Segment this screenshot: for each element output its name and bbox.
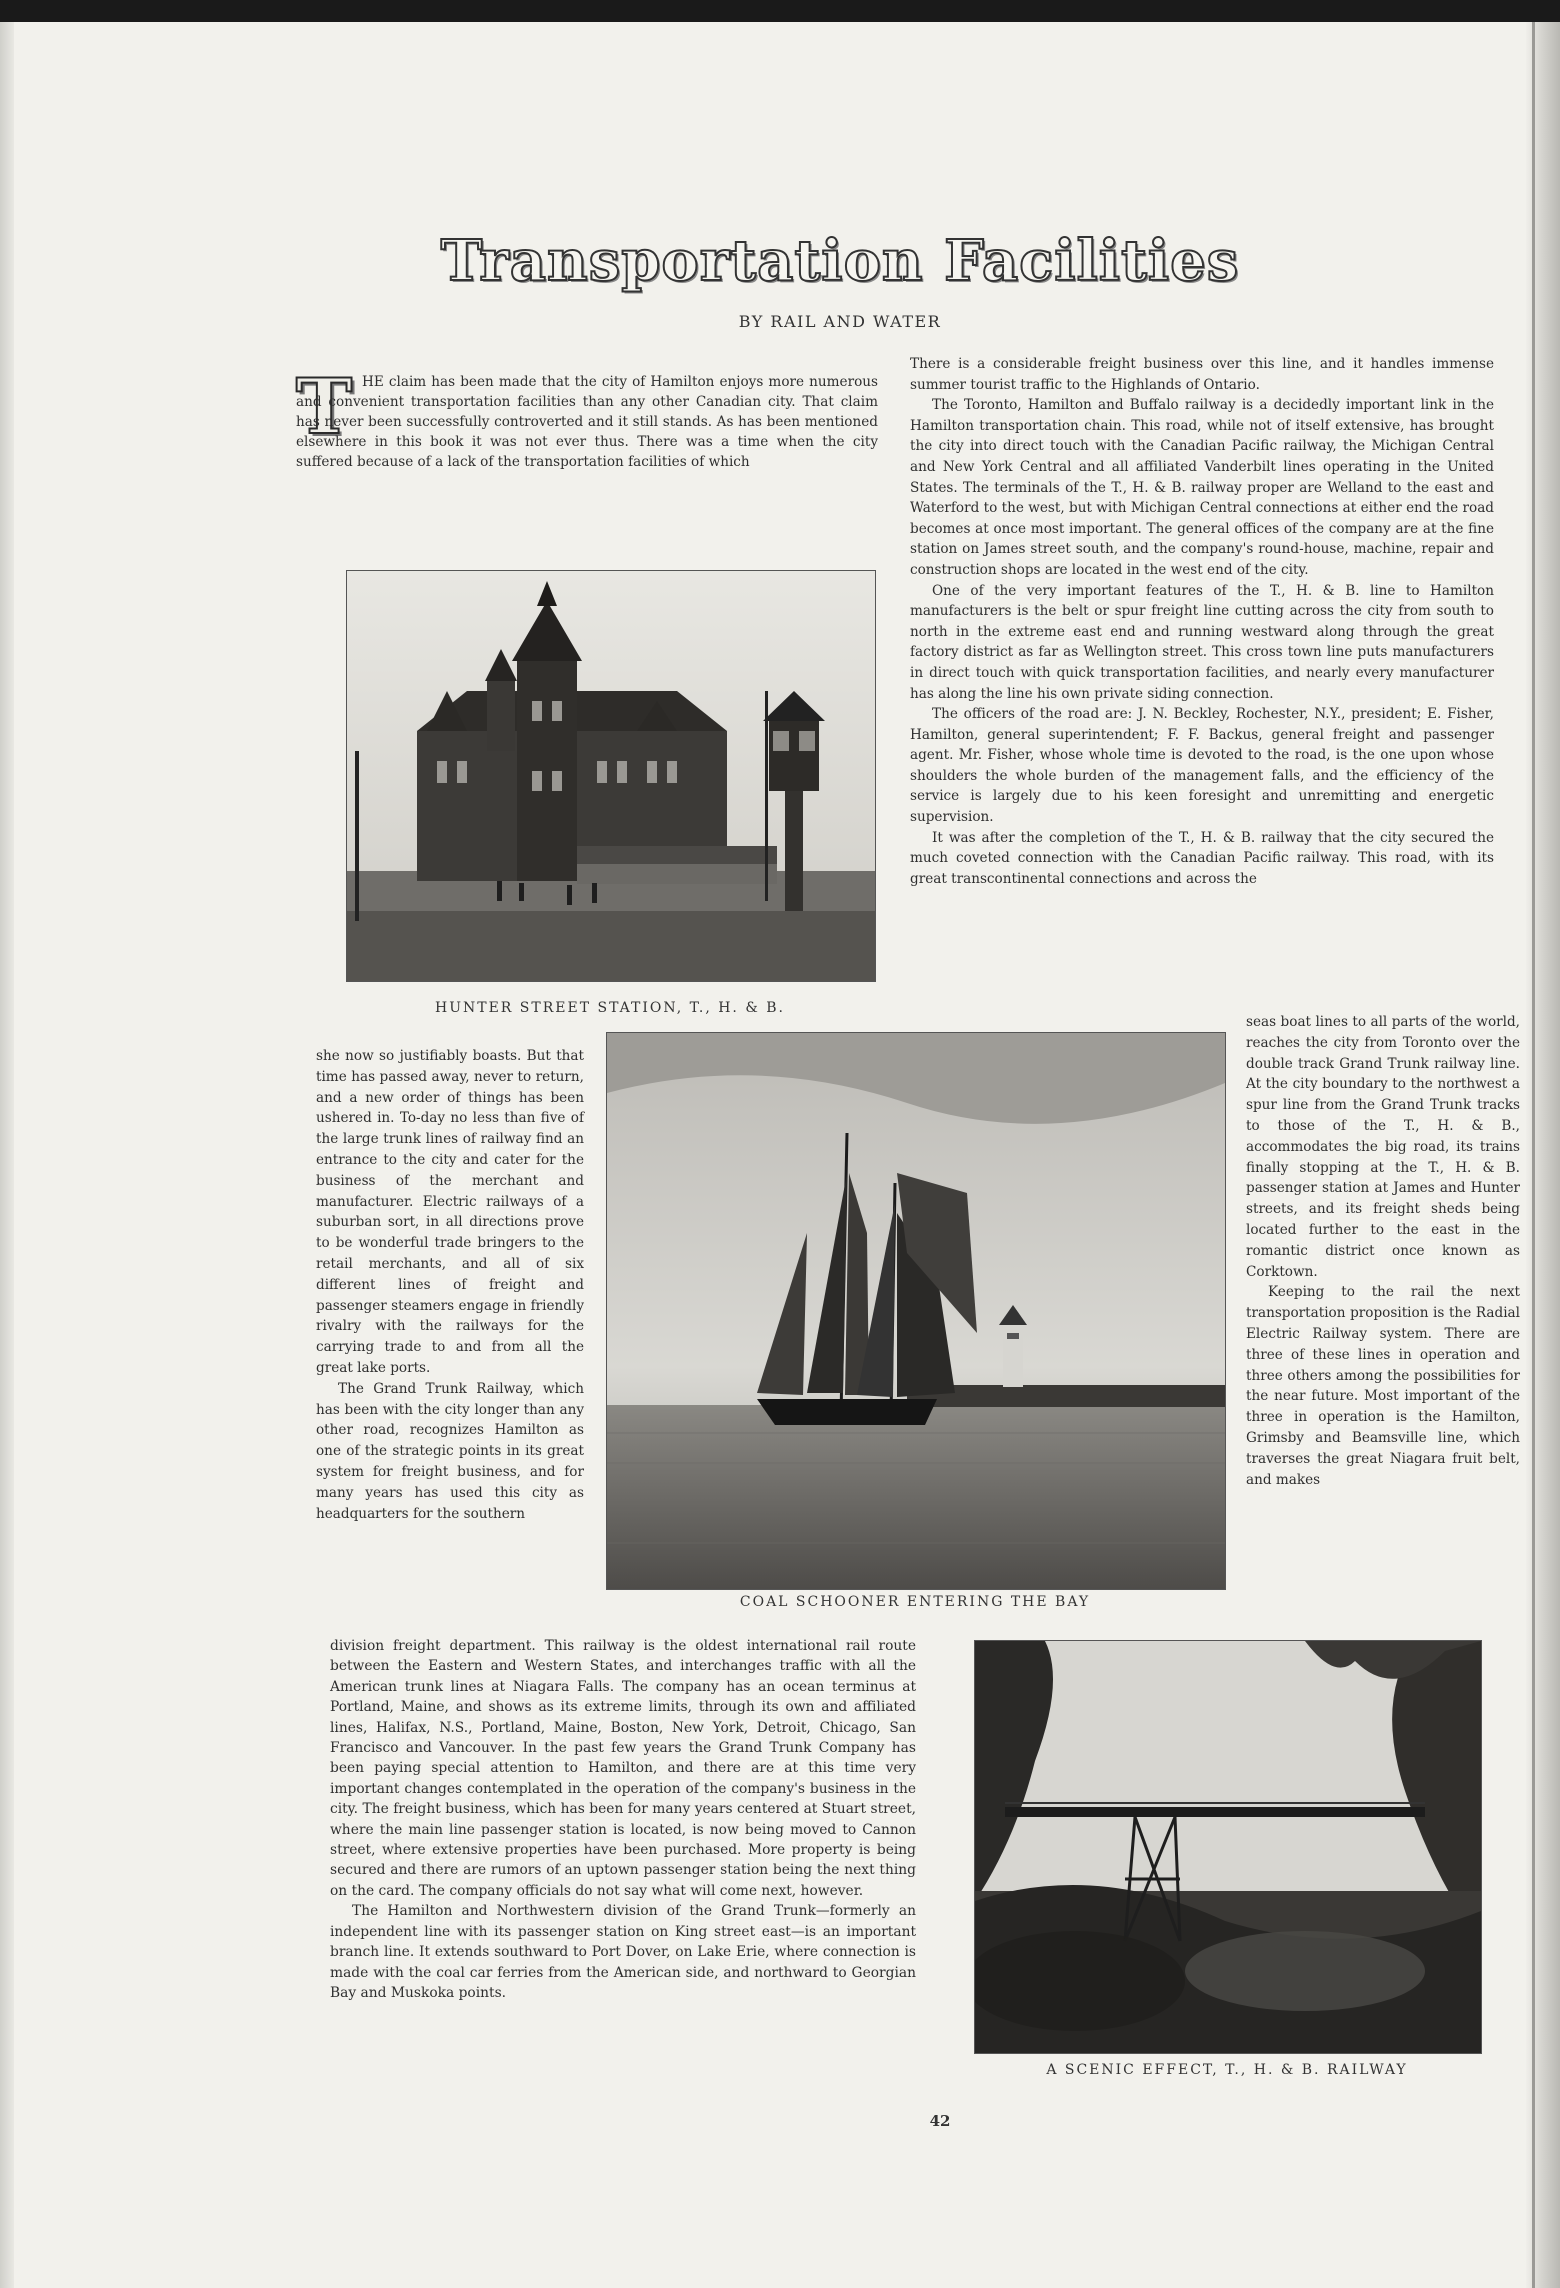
right-paragraph-1: There is a considerable freight business over this line, and it handles immense summer tourist traffic to the Highlands of Ontario. xyxy=(910,356,1494,393)
schooner-illustration xyxy=(607,1033,1225,1589)
scenic-photo xyxy=(974,1640,1482,2054)
scan-right-edge xyxy=(1526,22,1560,2288)
article-subtitle: BY RAIL AND WATER xyxy=(738,312,942,331)
station-photo xyxy=(346,570,876,982)
article-title: Transportation Facilities xyxy=(440,228,1240,294)
right-paragraph-2: The Toronto, Hamilton and Buffalo railway is a decidedly important link in the Hamilton transportation chain. This road, while not of itself extensive, has brought the city into direct touch with the Canadian Pacific railway, the Michigan Central and New York Central and all affiliated Vanderbilt lines operating in the United States. The terminals of the T., H. & B. railway proper are Welland to the east and Waterford to the west, but with Michigan Central connections at either end the road becomes at once most important. The general offices of the company are at the fine station on James street south, and the company's round-house, machine, repair and construction shops are located in the west end of the city. xyxy=(910,397,1494,578)
station-caption: HUNTER STREET STATION, T., H. & B. xyxy=(434,1000,785,1016)
station-illustration xyxy=(347,571,875,981)
intro-paragraph xyxy=(295,362,878,472)
drop-cap: T xyxy=(295,362,353,451)
intro-text: HE claim has been made that the city of Hamilton enjoys more numerous and convenient transportation facilities than any other Canadian city. That claim has never been successfully controverted and it still stands. As has been mentioned elsewhere in this book it was not ever thus. There was a time when the city suffered because of a lack of the transportation facilities of which xyxy=(296,374,878,470)
schooner-caption: COAL SCHOONER ENTERING THE BAY xyxy=(739,1594,1091,1610)
right-paragraph-5: It was after the completion of the T., H. & B. railway that the city secured the much coveted connection with the Canadian Pacific railway. This road, with its great transcontinental connections and across the xyxy=(910,829,1494,887)
right-narrow-paragraph-2: Keeping to the rail the next transportation proposition is the Radial Electric Railway system. There are three of these lines in operation and three others among the possibilities for the near future. Most important of the three in operation is the Hamilton, Grimsby and Beamsville line, which traverses the great Niagara fruit belt, and makes xyxy=(1246,1284,1520,1488)
scan-top-border xyxy=(0,0,1560,22)
scan-left-edge xyxy=(0,22,14,2288)
right-narrow-column xyxy=(1246,1012,1520,1490)
left-paragraph-1: she now so justifiably boasts. But that time has passed away, never to return, and a new order of things has been ushered in. To-day no less than five of the large trunk lines of railway find an entrance to the city and cater for the business of the merchant and manufacturer. Electric railways of a suburban sort, in all directions prove to be wonderful trade bringers to the retail merchants, and all of six different lines of freight and passenger steamers engage in friendly rivalry with the railways for the carrying trade to and from all the great lake ports. xyxy=(316,1048,584,1376)
bottom-left-paragraph-1: division freight department. This railway is the oldest international rail route between the Eastern and Western States, and interchanges traffic with all the American trunk lines at Niagara Falls. The company has an ocean terminus at Portland, Maine, and shows as its extreme limits, through its own and affiliated lines, Halifax, N.S., Portland, Maine, Boston, New York, Detroit, Chicago, San Francisco and Vancouver. In the past few years the Grand Trunk Company has been paying special attention to Hamilton, and there are at this time very important changes contemplated in the operation of the company's business in the city. The freight business, which has been for many years centered at Stuart street, where the main line passenger station is located, is now being moved to Cannon street, where extensive properties have been purchased. More property is being secured and there are rumors of an uptown passenger station being the next thing on the card. The company officials do not say what will come next, however. xyxy=(330,1638,916,1899)
page-number: 42 xyxy=(929,2112,951,2130)
scenic-caption: A SCENIC EFFECT, T., H. & B. RAILWAY xyxy=(1046,2062,1408,2078)
right-paragraph-3: One of the very important features of the T., H. & B. line to Hamilton manufacturers is the belt or spur freight line cutting across the city from south to north in the extreme east end and running westward along through the great factory district as far as Wellington street. This cross town line puts manufacturers in direct touch with quick transportation facilities, and nearly every manufacturer has along the line his own private siding connection. xyxy=(910,582,1494,702)
right-paragraph-4: The officers of the road are: J. N. Beckley, Rochester, N.Y., president; E. Fisher, Hamilton, general superintendent; F. F. Backus, general freight and passenger agent. Mr. Fisher, whose whole time is devoted to the road, is the one upon whose shoulders the whole burden of the management falls, and the efficiency of the service is largely due to his keen foresight and unremitting and energetic supervision. xyxy=(910,706,1494,826)
right-column xyxy=(910,354,1494,889)
bottom-left-paragraph-2: The Hamilton and Northwestern division of the Grand Trunk—formerly an independent line with its passenger station on King street east—is an important branch line. It extends southward to Port Dover, on Lake Erie, where connection is made with the coal car ferries from the American side, and northward to Georgian Bay and Muskoka points. xyxy=(330,1903,916,2001)
left-narrow-column xyxy=(316,1046,584,1524)
left-paragraph-2: The Grand Trunk Railway, which has been with the city longer than any other road, recognizes Hamilton as one of the strategic points in its great system for freight business, and for many years has used this city as headquarters for the southern xyxy=(316,1380,584,1522)
right-narrow-paragraph-1: seas boat lines to all parts of the world, reaches the city from Toronto over the double track Grand Trunk railway line. At the city boundary to the northwest a spur line from the Grand Trunk tracks to those of the T., H. & B., accommodates the big road, its trains finally stopping at the T., H. & B. passenger station at James and Hunter streets, and its freight sheds being located further to the east in the romantic district once known as Corktown. xyxy=(1246,1014,1520,1280)
bottom-left-column xyxy=(330,1636,916,2003)
bridge-illustration xyxy=(975,1641,1481,2053)
schooner-photo xyxy=(606,1032,1226,1590)
